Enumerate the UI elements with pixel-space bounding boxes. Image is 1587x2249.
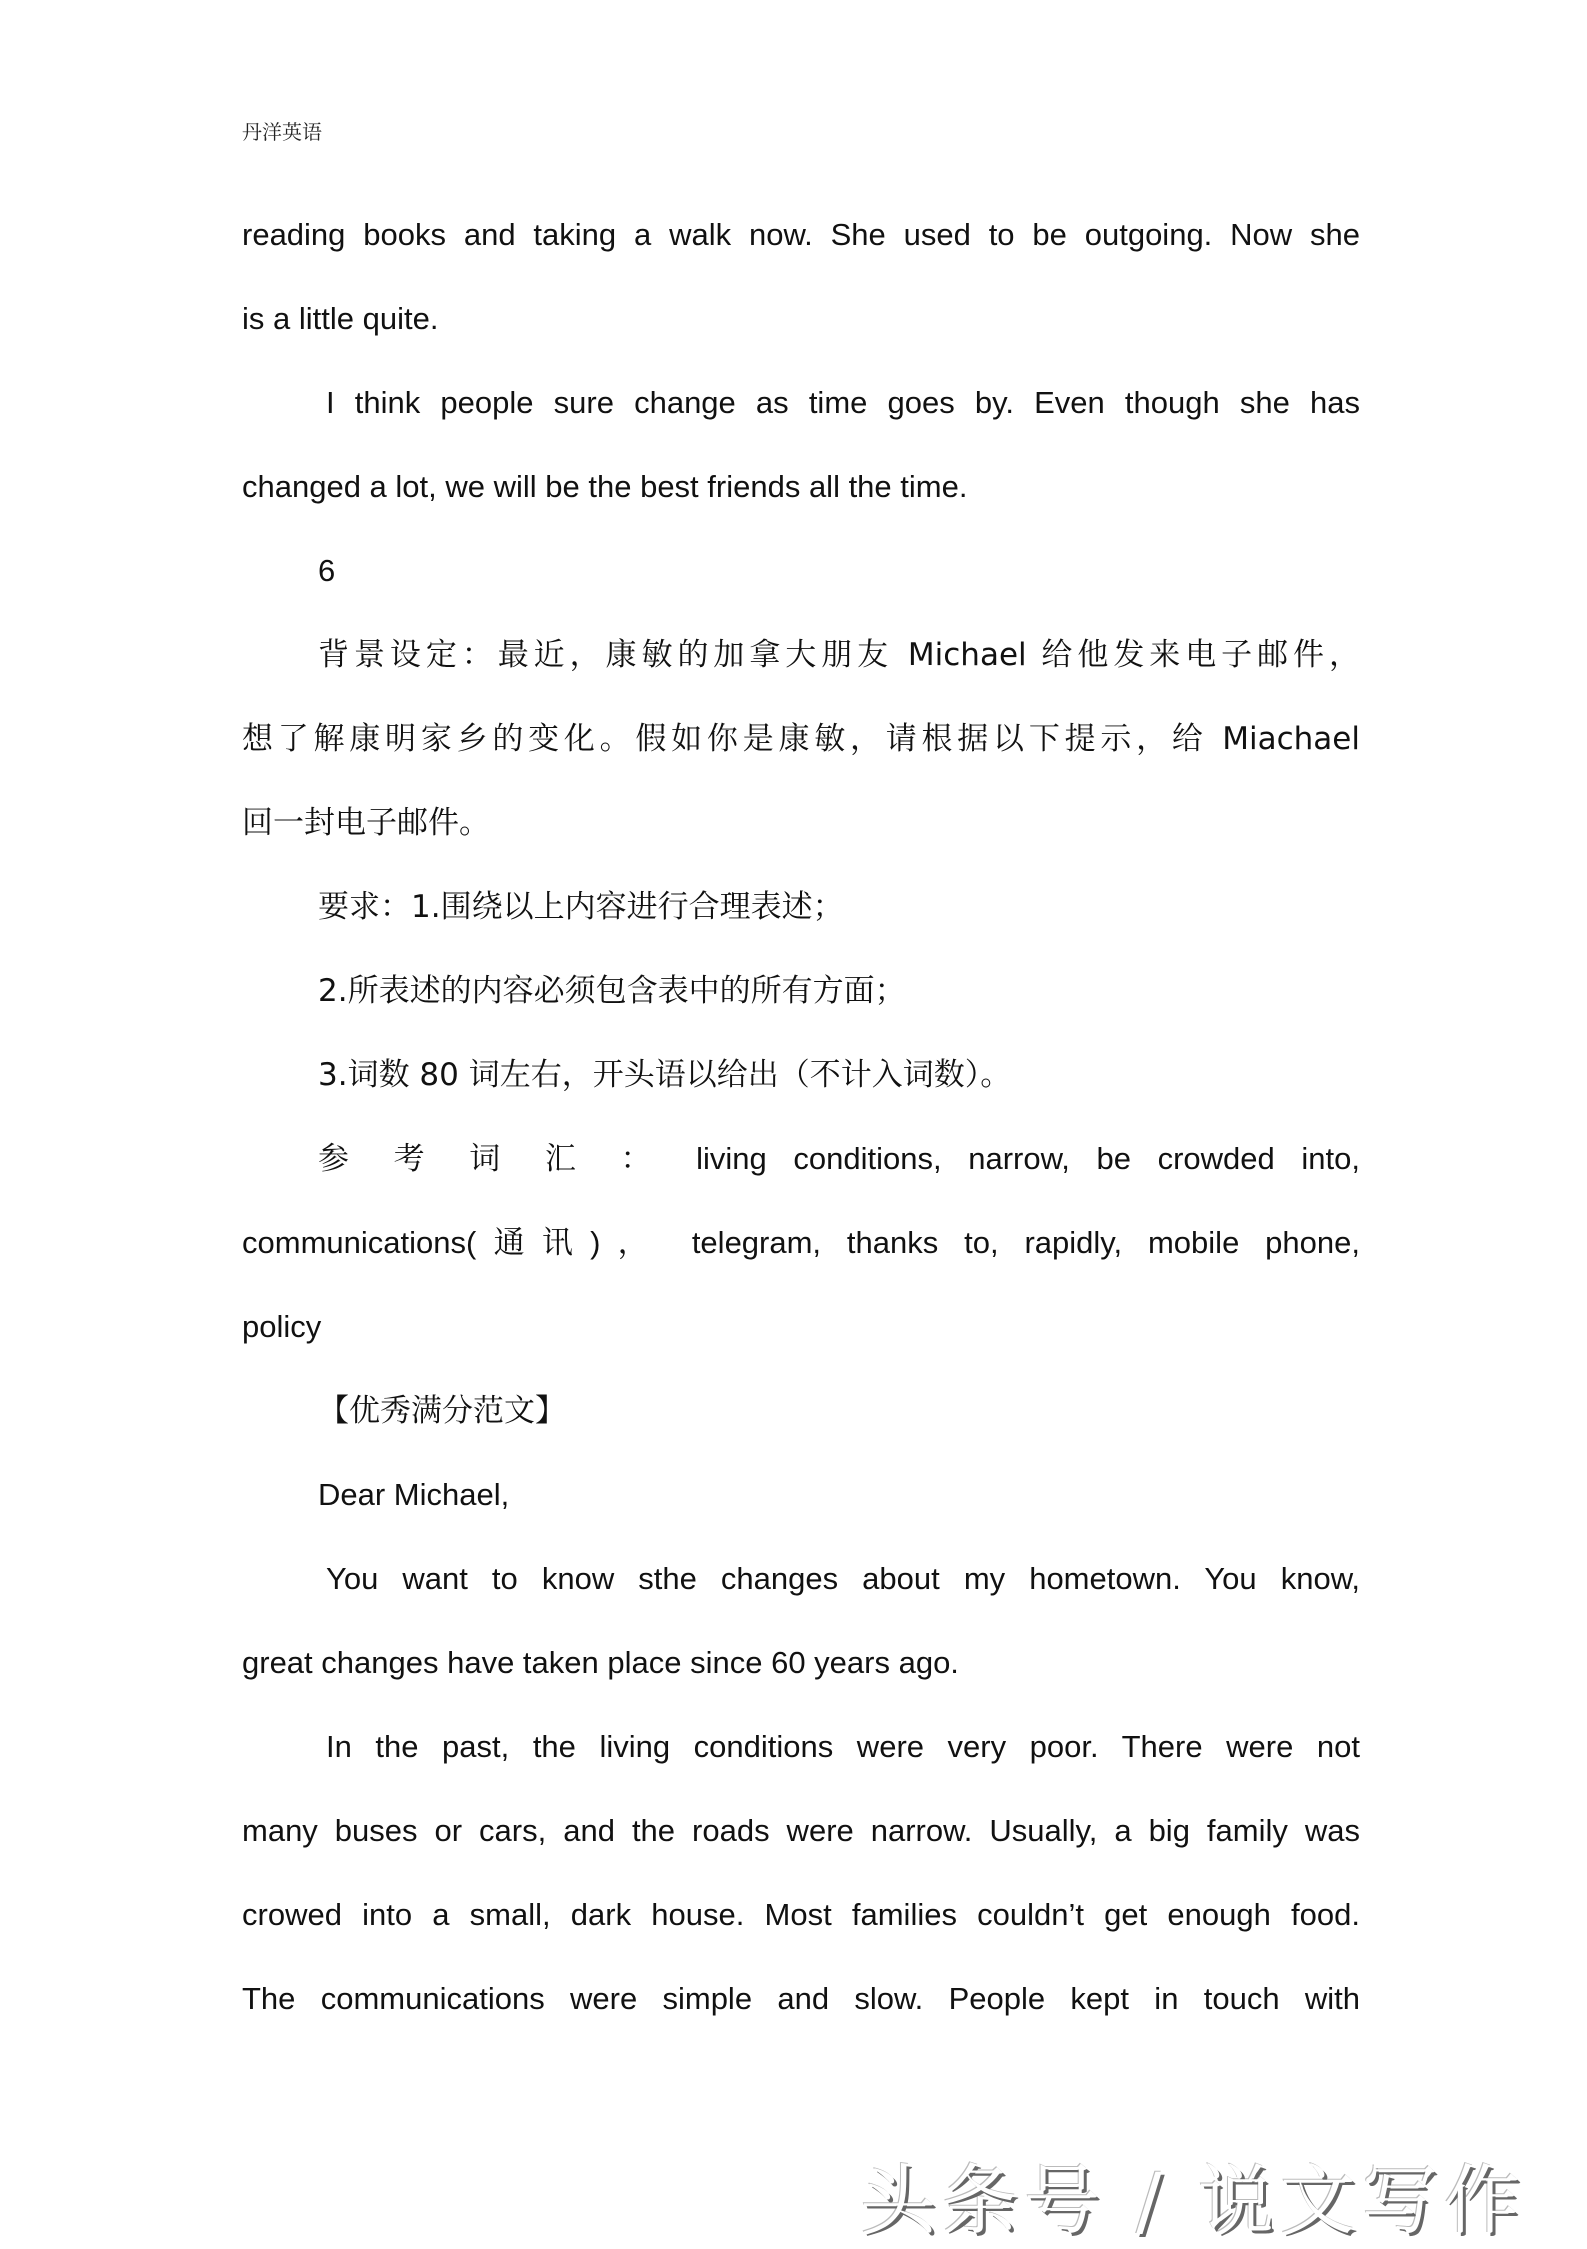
section-number: 6	[318, 553, 336, 588]
letter-salutation: Dear Michael,	[318, 1477, 510, 1512]
vocabulary-line: communications(通讯)， telegram, thanks to, rapidly, mobile phone,	[242, 1225, 1360, 1260]
page-header: 丹洋英语	[242, 120, 322, 144]
paragraph-line: is a little quite.	[242, 301, 439, 336]
task-background-line: 想了解康明家乡的变化。假如你是康敏，请根据以下提示，给 Miachael	[242, 721, 1360, 757]
task-background-line: 回一封电子邮件。	[242, 805, 490, 841]
essay-line: many buses or cars, and the roads were narrow. Usually, a big family was	[242, 1813, 1360, 1848]
vocabulary-line: 参 考 词 汇 ： living conditions, narrow, be crowded into,	[318, 1141, 1360, 1176]
essay-line: You want to know sthe changes about my hometown. You know,	[326, 1561, 1360, 1596]
requirement-item: 2.所表述的内容必须包含表中的所有方面；	[318, 973, 906, 1009]
paragraph-line: I think people sure change as time goes by. Even though she has	[326, 385, 1360, 420]
task-background-line: 背景设定：最近，康敏的加拿大朋友 Michael 给他发来电子邮件，	[318, 637, 1360, 673]
paragraph-line: reading books and taking a walk now. She used to be outgoing. Now she	[242, 217, 1360, 252]
requirement-item: 要求：1.围绕以上内容进行合理表述；	[318, 889, 844, 925]
document-body	[242, 205, 1360, 2053]
vocabulary-line: policy	[242, 1309, 322, 1344]
essay-line: In the past, the living conditions were very poor. There were not	[326, 1729, 1360, 1764]
essay-line: great changes have taken place since 60 years ago.	[242, 1645, 959, 1680]
sample-essay-heading: 【优秀满分范文】	[318, 1393, 566, 1429]
requirement-item: 3.词数 80 词左右，开头语以给出（不计入词数）。	[318, 1057, 1012, 1093]
paragraph-line: changed a lot, we will be the best friends all the time.	[242, 469, 968, 504]
essay-line: crowed into a small, dark house. Most families couldn’t get enough food.	[242, 1897, 1360, 1932]
watermark: 头条号 / 说文写作	[860, 2156, 1526, 2245]
essay-line: The communications were simple and slow. People kept in touch with	[242, 1981, 1360, 2016]
